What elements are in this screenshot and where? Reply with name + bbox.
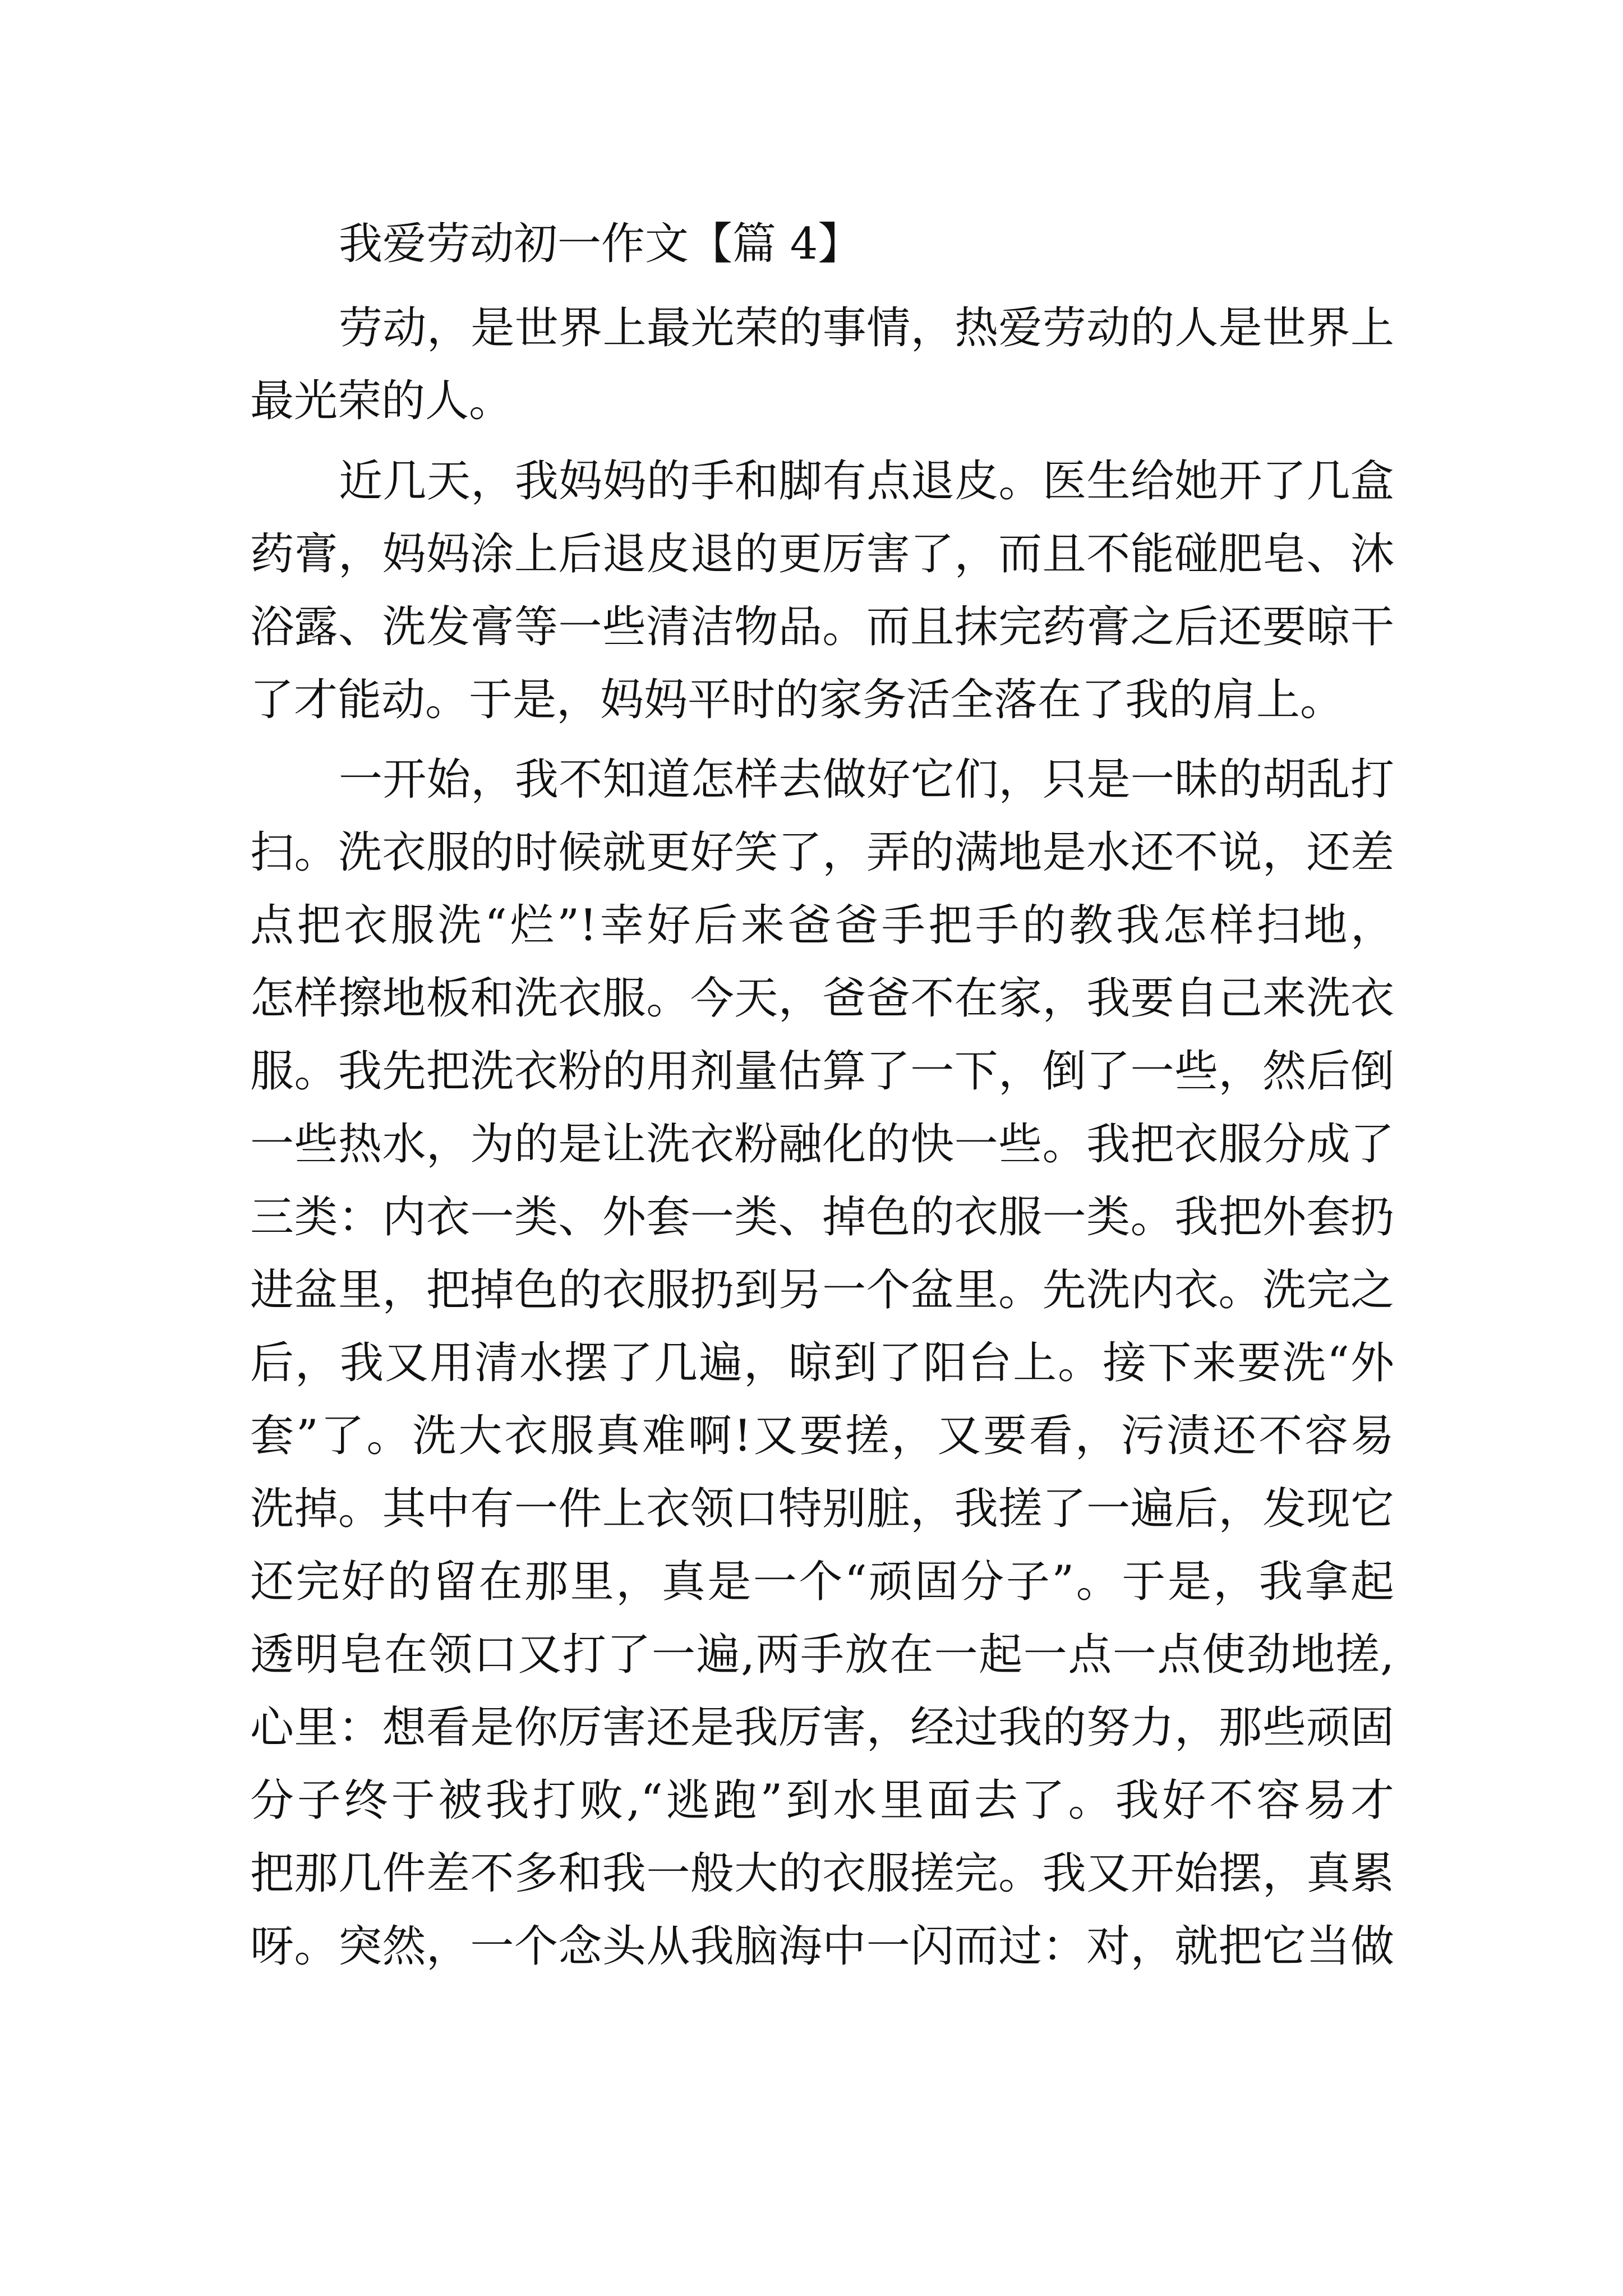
paragraph-line: 洗掉。其中有一件上衣领口特别脏，我搓了一遍后，发现它	[250, 1484, 1394, 1534]
paragraph-line: 最光荣的人。	[250, 376, 513, 426]
paragraph-line: 近几天，我妈妈的手和脚有点退皮。医生给她开了几盒	[339, 456, 1394, 507]
paragraph-line: 套”了。洗大衣服真难啊!又要搓，又要看，污渍还不容易	[250, 1411, 1394, 1461]
paragraph-line: 三类：内衣一类、外套一类、掉色的衣服一类。我把外套扔	[250, 1192, 1394, 1243]
document-title: 我爱劳动初一作文【篇 4】	[339, 219, 862, 269]
paragraph-line: 把那几件差不多和我一般大的衣服搓完。我又开始摆，真累	[250, 1848, 1394, 1899]
paragraph-line: 药膏，妈妈涂上后退皮退的更厉害了，而且不能碰肥皂、沐	[250, 529, 1394, 579]
paragraph-line: 一些热水，为的是让洗衣粉融化的快一些。我把衣服分成了	[250, 1119, 1394, 1170]
paragraph-line: 浴露、洗发膏等一些清洁物品。而且抹完药膏之后还要晾干	[250, 602, 1394, 652]
paragraph-line: 还完好的留在那里，真是一个“顽固分子”。于是，我拿起	[250, 1557, 1394, 1607]
paragraph-line: 了才能动。于是，妈妈平时的家务活全落在了我的肩上。	[250, 675, 1344, 725]
paragraph-line: 怎样擦地板和洗衣服。今天，爸爸不在家，我要自己来洗衣	[250, 973, 1394, 1024]
paragraph-line: 透明皂在领口又打了一遍,两手放在一起一点一点使劲地搓,	[250, 1630, 1394, 1680]
paragraph-line: 劳动，是世界上最光荣的事情，热爱劳动的人是世界上	[339, 303, 1394, 353]
paragraph-line: 心里：想看是你厉害还是我厉害，经过我的努力，那些顽固	[250, 1703, 1394, 1753]
paragraph-line: 点把衣服洗“烂”!幸好后来爸爸手把手的教我怎样扫地，	[250, 900, 1394, 951]
paragraph-line: 分子终于被我打败,“逃跑”到水里面去了。我好不容易才	[250, 1775, 1394, 1826]
paragraph-line: 呀。突然，一个念头从我脑海中一闪而过：对，就把它当做	[250, 1921, 1394, 1972]
paragraph-line: 扫。洗衣服的时候就更好笑了，弄的满地是水还不说，还差	[250, 827, 1394, 878]
paragraph-line: 进盆里，把掉色的衣服扔到另一个盆里。先洗内衣。洗完之	[250, 1265, 1394, 1315]
paragraph-line: 服。我先把洗衣粉的用剂量估算了一下，倒了一些，然后倒	[250, 1046, 1394, 1097]
paragraph-line: 后，我又用清水摆了几遍，晾到了阳台上。接下来要洗“外	[250, 1338, 1394, 1388]
paragraph-line: 一开始，我不知道怎样去做好它们，只是一昧的胡乱打	[339, 754, 1394, 805]
